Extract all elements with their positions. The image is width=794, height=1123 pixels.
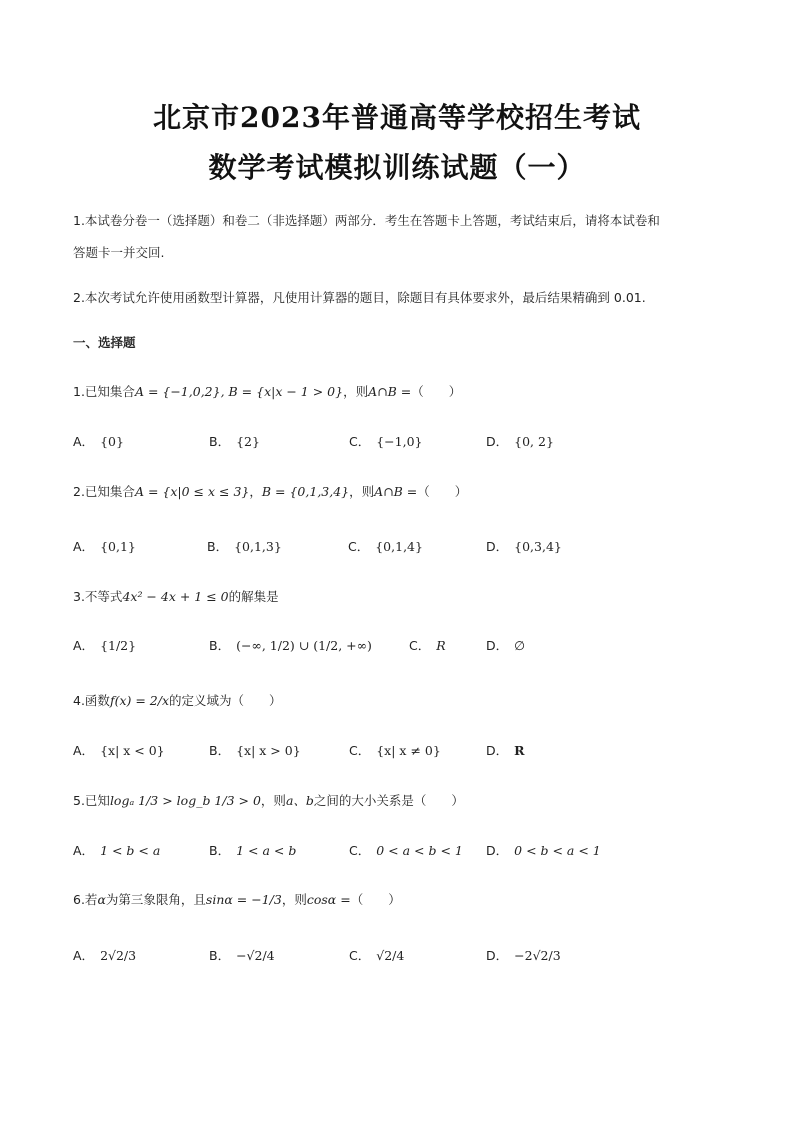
q3-option-c-label: C． [409, 638, 431, 653]
q3-math-inequality: 4x² − 4x + 1 ≤ 0 [122, 589, 229, 604]
q2-option-c-label: C． [348, 539, 370, 554]
q4-option-b-value: {x| x > 0} [236, 743, 301, 758]
q3-option-b[interactable] [209, 636, 372, 654]
instruction-1-line1: 1.本试卷分卷一（选择题）和卷二（非选择题）两部分．考生在答题卡上答题，考试结束后，请将本试卷和 [73, 213, 660, 228]
q5-option-b[interactable] [209, 841, 296, 859]
q2-option-c[interactable] [348, 537, 423, 555]
q1-prefix: 1.已知集合 [73, 384, 135, 399]
q5-option-b-label: B． [209, 843, 231, 858]
q6-mid2: ，则 [281, 892, 307, 907]
q5-math-logs: logₐ 1/3 > log_b 1/3 > 0 [109, 793, 261, 808]
q5-math-vars: a、b [285, 793, 314, 808]
q4-option-a[interactable] [73, 741, 165, 759]
q2-suffix: （ ） [417, 484, 468, 499]
q3-option-c-value: R [436, 638, 446, 653]
q1-mid: ，则 [343, 384, 369, 399]
q3-suffix: 的解集是 [228, 589, 279, 604]
q1-option-a[interactable] [73, 432, 124, 450]
q6-suffix: （ ） [350, 892, 401, 907]
q4-option-d[interactable] [486, 741, 525, 759]
q4-option-c-value: {x| x ≠ 0} [376, 743, 441, 758]
question-5 [73, 791, 733, 809]
q4-prefix: 4.函数 [73, 693, 110, 708]
q5-option-b-value: 1 < a < b [236, 843, 297, 858]
q6-option-c-label: C． [349, 948, 371, 963]
q1-math-sets: A = {−1,0,2}, B = {x|x − 1 > 0} [134, 384, 344, 399]
q5-mid: ，则 [260, 793, 286, 808]
q2-math-a: A = {x|0 ≤ x ≤ 3} [134, 484, 250, 499]
section-heading: 一、选择题 [73, 335, 136, 350]
q1-option-c-label: C． [349, 434, 371, 449]
q1-option-d-value: {0, 2} [514, 434, 554, 449]
q1-option-c-value: {−1,0} [376, 434, 423, 449]
q4-option-d-label: D． [486, 743, 509, 758]
q2-option-c-value: {0,1,4} [375, 539, 423, 554]
q1-option-d[interactable] [486, 432, 554, 450]
q6-option-a-label: A． [73, 948, 95, 963]
q1-suffix: （ ） [411, 384, 462, 399]
q3-option-c[interactable] [409, 636, 446, 654]
question-1 [73, 382, 733, 400]
q1-option-a-label: A． [73, 434, 95, 449]
q2-option-b-value: {0,1,3} [234, 539, 282, 554]
q5-option-d-label: D． [486, 843, 509, 858]
q4-option-b[interactable] [209, 741, 301, 759]
q1-option-b[interactable] [209, 432, 260, 450]
q2-option-b[interactable] [207, 537, 282, 555]
q4-option-d-value: R [514, 743, 525, 758]
q2-option-d[interactable] [486, 537, 562, 555]
q6-option-b[interactable] [209, 946, 275, 964]
q6-option-d[interactable] [486, 946, 561, 964]
q2-mid1: ， [249, 484, 262, 499]
q2-option-d-label: D． [486, 539, 509, 554]
q2-mid2: ，则 [349, 484, 375, 499]
q3-option-a-value: {1/2} [100, 638, 137, 653]
q1-option-b-value: {2} [236, 434, 260, 449]
q6-option-b-label: B． [209, 948, 231, 963]
q2-option-a[interactable] [73, 537, 136, 555]
q2-prefix: 2.已知集合 [73, 484, 135, 499]
q5-option-c-value: 0 < a < b < 1 [376, 843, 463, 858]
q3-option-b-label: B． [209, 638, 231, 653]
q6-option-a[interactable] [73, 946, 136, 964]
q5-option-d[interactable] [486, 841, 601, 859]
q5-option-c[interactable] [349, 841, 463, 859]
q6-option-c[interactable] [349, 946, 404, 964]
q3-option-d-label: D． [486, 638, 509, 653]
q5-suffix: 之间的大小关系是（ ） [313, 793, 464, 808]
q2-option-b-label: B． [207, 539, 229, 554]
question-6 [73, 890, 733, 908]
q5-prefix: 5.已知 [73, 793, 110, 808]
q1-option-a-value: {0} [100, 434, 124, 449]
question-4 [73, 691, 733, 709]
exam-title-line1: 北京市2023年普通高等学校招生考试 [153, 101, 641, 134]
q3-option-b-value: (−∞, 1/2) ∪ (1/2, +∞) [236, 638, 372, 653]
q2-option-a-value: {0,1} [100, 539, 136, 554]
exam-title-line2: 数学考试模拟训练试题（一） [208, 151, 586, 184]
q1-option-b-label: B． [209, 434, 231, 449]
q2-option-d-value: {0,3,4} [514, 539, 562, 554]
q6-math-cos: cosα = [306, 892, 351, 907]
q6-mid1: 为第三象限角，且 [105, 892, 206, 907]
q5-option-c-label: C． [349, 843, 371, 858]
question-2 [73, 482, 733, 500]
instruction-2: 2.本次考试允许使用函数型计算器，凡使用计算器的题目，除题目有具体要求外，最后结果精确到 0.01. [73, 290, 646, 305]
q5-option-a[interactable] [73, 841, 160, 859]
q3-option-d-value: ∅ [514, 638, 526, 653]
q3-option-a-label: A． [73, 638, 95, 653]
q6-option-b-value: −√2/4 [236, 948, 275, 963]
question-3 [73, 587, 733, 605]
q6-math-sin: sinα = −1/3 [205, 892, 282, 907]
instruction-1-line2: 答题卡一并交回. [73, 245, 165, 260]
q6-option-d-value: −2√2/3 [514, 948, 561, 963]
q1-math-intersection: A∩B = [368, 384, 412, 399]
q3-option-a[interactable] [73, 636, 136, 654]
q1-option-d-label: D． [486, 434, 509, 449]
q5-option-a-label: A． [73, 843, 95, 858]
q2-math-intersection: A∩B = [374, 484, 418, 499]
q6-option-a-value: 2√2/3 [100, 948, 137, 963]
q1-option-c[interactable] [349, 432, 423, 450]
q6-prefix: 6.若 [73, 892, 98, 907]
q4-option-b-label: B． [209, 743, 231, 758]
q2-math-b: B = {0,1,3,4} [261, 484, 350, 499]
q4-option-a-label: A． [73, 743, 95, 758]
q5-option-d-value: 0 < b < a < 1 [514, 843, 601, 858]
q4-option-a-value: {x| x < 0} [100, 743, 165, 758]
q4-option-c-label: C． [349, 743, 371, 758]
q6-option-d-label: D． [486, 948, 509, 963]
q6-math-alpha: α [97, 892, 106, 907]
q2-option-a-label: A． [73, 539, 95, 554]
q4-math-function: f(x) = 2/x [109, 693, 170, 708]
q3-prefix: 3.不等式 [73, 589, 123, 604]
q4-option-c[interactable] [349, 741, 441, 759]
q3-option-d[interactable] [486, 636, 525, 654]
q4-suffix: 的定义域为（ ） [169, 693, 282, 708]
q6-option-c-value: √2/4 [376, 948, 405, 963]
q5-option-a-value: 1 < b < a [100, 843, 161, 858]
